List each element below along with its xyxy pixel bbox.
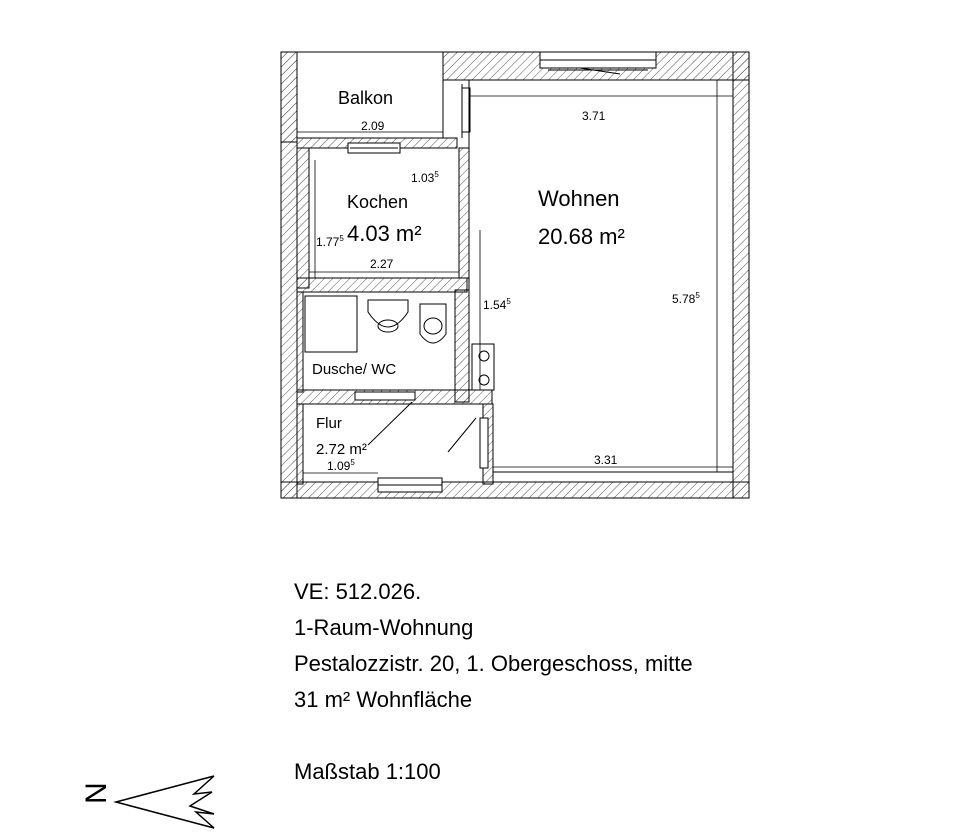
dim-balkon-width: 2.09 <box>361 119 385 133</box>
dim-wohnen-depth: 5.78$^5$ <box>672 291 700 306</box>
outer-walls <box>281 52 749 498</box>
room-area-wohnen: 20.68 m² <box>538 224 625 249</box>
living-area: 31 m² Wohnfläche <box>294 687 473 712</box>
inner-walls <box>297 138 493 484</box>
dim-flur-width: 1.09$^5$ <box>327 458 355 473</box>
scale-label: Maßstab 1:100 <box>294 759 441 784</box>
info-block <box>294 574 693 790</box>
room-label-dusche: Dusche/ WC <box>312 361 397 378</box>
bathroom-fixtures <box>305 296 446 352</box>
doors <box>355 392 488 492</box>
apartment-type: 1-Raum-Wohnung <box>294 615 474 640</box>
dim-inner-wall: 1.54$^5$ <box>483 297 511 312</box>
dim-wohnen-bottom: 3.31 <box>594 453 618 467</box>
dim-wohnen-top: 3.71 <box>582 109 606 123</box>
dim-kochen-width: 1.03$^5$ <box>411 170 439 185</box>
dim-kochen-bottom: 2.27 <box>370 257 394 271</box>
kitchen-window <box>348 143 400 153</box>
room-label-wohnen: Wohnen <box>538 186 620 211</box>
north-arrow-icon <box>74 772 234 832</box>
address: Pestalozzistr. 20, 1. Obergeschoss, mitte <box>294 651 693 676</box>
room-label-flur: Flur <box>316 415 342 432</box>
ve-number: VE: 512.026. <box>294 579 422 604</box>
room-label-balkon: Balkon <box>338 88 394 108</box>
dim-kochen-depth: 1.77$^5$ <box>316 234 344 249</box>
stove <box>472 344 494 390</box>
wohnen-outline <box>469 80 733 472</box>
room-area-kochen: 4.03 m² <box>347 221 422 246</box>
room-area-flur: 2.72 m² <box>316 441 367 458</box>
room-label-kochen: Kochen <box>347 192 409 212</box>
north-label: N <box>80 782 113 804</box>
